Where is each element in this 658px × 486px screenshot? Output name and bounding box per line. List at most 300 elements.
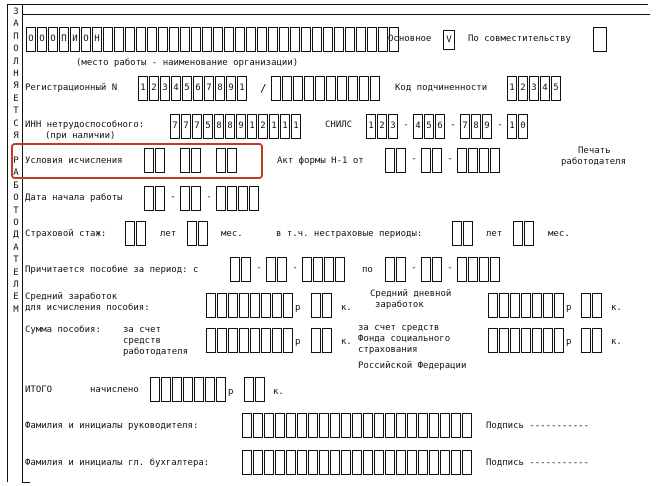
dash-separator: - (447, 154, 453, 164)
period-to-cells[interactable] (385, 257, 501, 282)
date-cell[interactable] (385, 148, 395, 173)
date-cell[interactable] (468, 148, 478, 173)
inn-cell[interactable]: 7 (181, 114, 191, 139)
noninsurance-cell[interactable] (513, 221, 523, 246)
daily-rub-cell[interactable] (510, 293, 520, 318)
snils-cell[interactable]: 0 (518, 114, 528, 139)
workplace-cell[interactable] (213, 27, 223, 52)
fund-kop-cell[interactable] (592, 328, 602, 353)
workplace-cell[interactable]: О (37, 27, 47, 52)
earnings-label-line1: Средний заработок (25, 292, 118, 302)
daily-kop-label: к. (611, 303, 622, 313)
workplace-name-cells[interactable] (26, 27, 400, 52)
fund-rub-cell[interactable] (532, 328, 542, 353)
earnings-label-line2: для исчисления пособия: (25, 303, 150, 313)
noninsurance-cell[interactable] (463, 221, 473, 246)
noninsurance-cell[interactable] (524, 221, 534, 246)
earnings-kop-cell[interactable] (311, 293, 321, 318)
earnings-rub-cell[interactable] (250, 293, 260, 318)
snils-label: СНИЛС (325, 120, 353, 130)
registration-label: Регистрационный N (25, 83, 118, 93)
earnings-rub-cell[interactable] (217, 293, 227, 318)
total-rub-cell[interactable] (183, 377, 193, 402)
daily-earnings-line2: заработок (375, 300, 424, 310)
head-name-cell[interactable] (253, 413, 263, 438)
subordination-code-cells[interactable] (507, 76, 562, 101)
benefit-fund-line4: Российской Федерации (358, 361, 467, 371)
workplace-cell[interactable] (103, 27, 113, 52)
date-cell[interactable] (313, 257, 323, 282)
earnings-rub-cell[interactable] (206, 293, 216, 318)
benefit-kop-cell[interactable] (311, 328, 321, 353)
date-cell[interactable] (490, 257, 500, 282)
workplace-cell[interactable] (268, 27, 278, 52)
registration-extra-cell[interactable] (282, 76, 292, 101)
accountant-name-cell[interactable] (451, 450, 461, 475)
date-cell[interactable] (396, 148, 406, 173)
workplace-cell[interactable] (323, 27, 333, 52)
workplace-cell[interactable]: О (81, 27, 91, 52)
benefit-rub-cell[interactable] (283, 328, 293, 353)
insurance-cell[interactable] (198, 221, 208, 246)
date-cell[interactable] (216, 186, 226, 211)
registration-extra-cell[interactable] (315, 76, 325, 101)
snils-cell[interactable]: 2 (377, 114, 387, 139)
head-name-cell[interactable] (341, 413, 351, 438)
side-letter: Б (13, 180, 19, 191)
accountant-name-cell[interactable] (253, 450, 263, 475)
earnings-kop-cell[interactable] (322, 293, 332, 318)
workplace-cell[interactable] (301, 27, 311, 52)
head-name-cell[interactable] (264, 413, 274, 438)
daily-rub-cell[interactable] (499, 293, 509, 318)
total-kop-label: к. (273, 387, 284, 397)
side-letter: О (13, 217, 19, 228)
total-kop-cells[interactable] (244, 377, 266, 402)
earnings-rub-cells[interactable] (206, 293, 294, 318)
benefit-rub-cell[interactable] (239, 328, 249, 353)
date-cell[interactable] (230, 257, 240, 282)
date-cell[interactable] (227, 186, 237, 211)
insurance-cell[interactable] (125, 221, 135, 246)
period-to-label: по (362, 265, 373, 275)
accountant-name-cell[interactable] (396, 450, 406, 475)
dash-separator: - (411, 263, 417, 273)
head-name-cell[interactable] (275, 413, 285, 438)
head-name-cell[interactable] (440, 413, 450, 438)
noninsurance-years-label: лет (486, 229, 503, 239)
date-cell[interactable] (238, 186, 248, 211)
dash-separator: - (170, 192, 176, 202)
head-name-cell[interactable] (308, 413, 318, 438)
registration-number-cells[interactable] (138, 76, 248, 101)
noninsurance-years-cells[interactable] (452, 221, 474, 246)
head-name-cell[interactable] (451, 413, 461, 438)
workplace-cell[interactable] (235, 27, 245, 52)
accountant-name-cell[interactable] (341, 450, 351, 475)
date-cell[interactable] (324, 257, 334, 282)
insurance-label: Страховой стаж: (25, 229, 107, 239)
accountant-name-cell[interactable] (374, 450, 384, 475)
workplace-cell[interactable] (158, 27, 168, 52)
side-letter: О (13, 44, 19, 55)
earnings-rub-cell[interactable] (228, 293, 238, 318)
subordination-cell[interactable]: 5 (551, 76, 561, 101)
workplace-cell[interactable]: О (48, 27, 58, 52)
insurance-years-cells[interactable] (125, 221, 147, 246)
insurance-months-cells[interactable] (187, 221, 209, 246)
workplace-cell[interactable] (257, 27, 267, 52)
workplace-cell[interactable] (147, 27, 157, 52)
side-letter: З (13, 7, 19, 17)
benefit-kop-cell[interactable] (322, 328, 332, 353)
fund-rub-cell[interactable] (521, 328, 531, 353)
registration-cell[interactable]: 2 (149, 76, 159, 101)
daily-rub-cell[interactable] (543, 293, 553, 318)
noninsurance-months-cells[interactable] (513, 221, 535, 246)
earnings-kop-label: к. (341, 303, 352, 313)
earnings-rub-cell[interactable] (239, 293, 249, 318)
workplace-cell[interactable] (224, 27, 234, 52)
earnings-kop-cells[interactable] (311, 293, 333, 318)
accountant-name-cell[interactable] (308, 450, 318, 475)
side-letter: А (13, 242, 19, 253)
side-letter: Д (13, 230, 19, 241)
accountant-name-cell[interactable] (429, 450, 439, 475)
inn-cell[interactable]: 9 (236, 114, 246, 139)
head-name-cell[interactable] (319, 413, 329, 438)
date-cell[interactable] (302, 257, 312, 282)
date-cell[interactable] (468, 257, 478, 282)
stamp-label-line1: Печать (578, 146, 611, 156)
workplace-cell[interactable]: Н (92, 27, 102, 52)
benefit-fund-kop-cells[interactable] (581, 328, 603, 353)
side-letter: Т (13, 255, 19, 266)
dash-separator: - (447, 263, 453, 273)
registration-cell[interactable]: 8 (215, 76, 225, 101)
head-name-cell[interactable] (374, 413, 384, 438)
head-name-cell[interactable] (396, 413, 406, 438)
workplace-cell[interactable] (378, 27, 388, 52)
noninsurance-months-label: мес. (548, 229, 570, 239)
inn-cell[interactable]: 2 (258, 114, 268, 139)
date-cell[interactable] (241, 257, 251, 282)
head-name-cell[interactable] (462, 413, 472, 438)
daily-kop-cell[interactable] (581, 293, 591, 318)
earnings-rub-cell[interactable] (261, 293, 271, 318)
daily-kop-cell[interactable] (592, 293, 602, 318)
side-letter: Е (13, 93, 19, 104)
total-rub-cells[interactable] (150, 377, 227, 402)
total-rub-cell[interactable] (172, 377, 182, 402)
date-cell[interactable] (432, 148, 442, 173)
accountant-name-cell[interactable] (363, 450, 373, 475)
inn-label: ИНН нетрудоспособного: (25, 120, 145, 130)
benefit-rub-cell[interactable] (272, 328, 282, 353)
fund-rub-cell[interactable] (554, 328, 564, 353)
head-name-cell[interactable] (385, 413, 395, 438)
workplace-cell[interactable] (191, 27, 201, 52)
registration-cell[interactable]: 3 (160, 76, 170, 101)
head-name-cell[interactable] (352, 413, 362, 438)
workplace-caption: (место работы - наименование организации) (76, 58, 299, 68)
registration-extra-cell[interactable] (271, 76, 281, 101)
basic-job-mark: V (443, 30, 455, 50)
registration-extra-cell[interactable] (359, 76, 369, 101)
daily-kop-cells[interactable] (581, 293, 603, 318)
total-accrued-label: начислено (90, 385, 139, 395)
snils-cell[interactable]: 7 (460, 114, 470, 139)
head-name-cell[interactable] (286, 413, 296, 438)
accountant-name-cell[interactable] (264, 450, 274, 475)
workplace-cell[interactable] (202, 27, 212, 52)
date-cell[interactable] (479, 148, 489, 173)
period-from-cells[interactable] (230, 257, 346, 282)
date-cell[interactable] (249, 186, 259, 211)
date-cell[interactable] (457, 148, 467, 173)
date-cell[interactable] (180, 186, 190, 211)
head-name-cells[interactable] (242, 413, 473, 438)
inn-cell[interactable]: 1 (280, 114, 290, 139)
workplace-cell[interactable]: И (70, 27, 80, 52)
side-border (22, 4, 23, 482)
fund-rub-cell[interactable] (543, 328, 553, 353)
snils-cells[interactable] (366, 114, 529, 139)
act-n1-date-cells[interactable] (385, 148, 501, 173)
benefit-rub-cell[interactable] (206, 328, 216, 353)
date-cell[interactable] (155, 186, 165, 211)
registration-cell[interactable]: 7 (204, 76, 214, 101)
total-rub-cell[interactable] (205, 377, 215, 402)
total-rub-cell[interactable] (161, 377, 171, 402)
daily-rub-cell[interactable] (521, 293, 531, 318)
workplace-cell[interactable] (180, 27, 190, 52)
inn-cell[interactable]: 1 (269, 114, 279, 139)
date-cell[interactable] (432, 257, 442, 282)
workplace-cell[interactable] (345, 27, 355, 52)
inn-cell[interactable]: 5 (203, 114, 213, 139)
registration-cell[interactable]: 4 (171, 76, 181, 101)
benefit-fund-kop-label: к. (611, 337, 622, 347)
left-border (7, 4, 8, 482)
earnings-rub-cell[interactable] (272, 293, 282, 318)
side-letter: Т (13, 106, 19, 117)
workplace-cell[interactable] (169, 27, 179, 52)
dash-separator: - (256, 263, 262, 273)
workplace-cell[interactable]: О (26, 27, 36, 52)
benefit-employer-kop-cells[interactable] (311, 328, 333, 353)
date-cell[interactable] (479, 257, 489, 282)
registration-extra-cell[interactable] (370, 76, 380, 101)
date-cell[interactable] (266, 257, 276, 282)
accountant-name-cell[interactable] (286, 450, 296, 475)
total-rub-label: р (228, 387, 234, 397)
noninsurance-cell[interactable] (452, 221, 462, 246)
registration-cell[interactable]: 1 (138, 76, 148, 101)
workplace-cell[interactable] (246, 27, 256, 52)
dash-separator: - (292, 263, 298, 273)
workplace-cell[interactable] (136, 27, 146, 52)
inn-cell[interactable]: 8 (214, 114, 224, 139)
snils-cell[interactable]: 3 (388, 114, 398, 139)
registration-extra-cell[interactable] (293, 76, 303, 101)
snils-cell[interactable]: 8 (471, 114, 481, 139)
subordination-cell[interactable]: 2 (518, 76, 528, 101)
daily-rub-cell[interactable] (554, 293, 564, 318)
dash-separator: - (450, 120, 456, 130)
workplace-cell[interactable] (114, 27, 124, 52)
basic-job-label: Основное (388, 34, 432, 44)
date-cell[interactable] (421, 148, 431, 173)
basic-job-checkbox[interactable] (443, 30, 456, 50)
accountant-name-cell[interactable] (352, 450, 362, 475)
side-letter: П (13, 31, 19, 42)
date-cell[interactable] (144, 186, 154, 211)
head-name-cell[interactable] (429, 413, 439, 438)
head-name-cell[interactable] (407, 413, 417, 438)
benefit-employer-line1: за счет (123, 325, 161, 335)
earnings-rub-cell[interactable] (283, 293, 293, 318)
snils-cell[interactable]: 5 (424, 114, 434, 139)
workplace-cell[interactable] (356, 27, 366, 52)
benefit-label: Сумма пособия: (25, 325, 101, 335)
registration-cell[interactable]: 1 (237, 76, 247, 101)
benefit-employer-line2: средств (123, 336, 161, 346)
registration-extra-cell[interactable] (304, 76, 314, 101)
accountant-name-cell[interactable] (440, 450, 450, 475)
registration-cell[interactable]: 6 (193, 76, 203, 101)
snils-cell[interactable]: 6 (435, 114, 445, 139)
head-name-cell[interactable] (297, 413, 307, 438)
date-cell[interactable] (191, 186, 201, 211)
side-letter: Л (13, 56, 19, 67)
period-label: Причитается пособие за период: с (25, 265, 199, 275)
date-cell[interactable] (490, 148, 500, 173)
snils-cell[interactable]: 4 (413, 114, 423, 139)
daily-rub-label: р (566, 303, 572, 313)
head-signature: Подпись ----------- (486, 421, 589, 431)
workplace-cell[interactable] (290, 27, 300, 52)
total-label: ИТОГО (25, 385, 53, 395)
date-cell[interactable] (385, 257, 395, 282)
benefit-rub-cell[interactable] (228, 328, 238, 353)
inn-cell[interactable]: 7 (192, 114, 202, 139)
accountant-name-cell[interactable] (242, 450, 252, 475)
benefit-employer-rub-cells[interactable] (206, 328, 294, 353)
total-kop-cell[interactable] (255, 377, 265, 402)
side-letter: С (13, 118, 19, 129)
side-letter: Р (13, 155, 19, 166)
insurance-cell[interactable] (136, 221, 146, 246)
head-name-cell[interactable] (418, 413, 428, 438)
inn-cells[interactable] (170, 114, 302, 139)
noninsurance-label: в т.ч. нестраховые периоды: (276, 229, 423, 239)
dash-separator: - (411, 154, 417, 164)
secondary-job-mark (593, 27, 607, 52)
registration-cell[interactable]: 5 (182, 76, 192, 101)
inn-cell[interactable]: 8 (225, 114, 235, 139)
accountant-name-cell[interactable] (385, 450, 395, 475)
snils-cell[interactable]: 1 (507, 114, 517, 139)
registration-extra-cell[interactable] (348, 76, 358, 101)
benefit-fund-line3: страхования (358, 345, 418, 355)
registration-extra-cells[interactable] (271, 76, 381, 101)
subordination-cell[interactable]: 3 (529, 76, 539, 101)
benefit-rub-cell[interactable] (261, 328, 271, 353)
daily-rub-cell[interactable] (532, 293, 542, 318)
date-cell[interactable] (277, 257, 287, 282)
workplace-cell[interactable] (279, 27, 289, 52)
registration-cell[interactable]: 9 (226, 76, 236, 101)
side-letter: О (13, 193, 19, 204)
total-rub-cell[interactable] (216, 377, 226, 402)
head-name-label: Фамилия и инициалы руководителя: (25, 421, 199, 431)
registration-extra-cell[interactable] (337, 76, 347, 101)
subordination-cell[interactable]: 1 (507, 76, 517, 101)
insurance-cell[interactable] (187, 221, 197, 246)
workplace-cell[interactable] (312, 27, 322, 52)
fund-rub-cell[interactable] (510, 328, 520, 353)
daily-rub-cells[interactable] (488, 293, 565, 318)
benefit-rub-cell[interactable] (217, 328, 227, 353)
benefit-employer-line3: работодателя (123, 347, 189, 357)
side-letter: Н (13, 69, 19, 80)
fund-kop-cell[interactable] (581, 328, 591, 353)
fund-rub-cell[interactable] (488, 328, 498, 353)
inn-cell[interactable]: 1 (247, 114, 257, 139)
workplace-cell[interactable] (367, 27, 377, 52)
workplace-cell[interactable] (125, 27, 135, 52)
benefit-rub-cell[interactable] (250, 328, 260, 353)
inn-cell[interactable]: 1 (291, 114, 301, 139)
date-cell[interactable] (335, 257, 345, 282)
head-name-cell[interactable] (363, 413, 373, 438)
snils-cell[interactable]: 9 (482, 114, 492, 139)
accountant-name-cell[interactable] (330, 450, 340, 475)
benefit-fund-rub-cells[interactable] (488, 328, 565, 353)
date-cell[interactable] (396, 257, 406, 282)
snils-cell[interactable]: 1 (366, 114, 376, 139)
head-name-cell[interactable] (330, 413, 340, 438)
total-kop-cell[interactable] (244, 377, 254, 402)
workplace-cell[interactable] (334, 27, 344, 52)
subordination-cell[interactable]: 4 (540, 76, 550, 101)
accountant-name-cell[interactable] (297, 450, 307, 475)
act-n1-label: Акт формы Н-1 от (277, 156, 364, 166)
workplace-cell[interactable]: П (59, 27, 69, 52)
accountant-name-cell[interactable] (462, 450, 472, 475)
start-date-cells[interactable] (144, 186, 260, 211)
head-name-cell[interactable] (242, 413, 252, 438)
date-cell[interactable] (457, 257, 467, 282)
insurance-years-label: лет (160, 229, 177, 239)
total-rub-cell[interactable] (150, 377, 160, 402)
accountant-name-cell[interactable] (275, 450, 285, 475)
secondary-job-checkbox[interactable] (593, 27, 608, 52)
total-rub-cell[interactable] (194, 377, 204, 402)
registration-extra-cell[interactable] (326, 76, 336, 101)
daily-rub-cell[interactable] (488, 293, 498, 318)
benefit-fund-rub-label: р (566, 337, 572, 347)
inn-cell[interactable]: 7 (170, 114, 180, 139)
accountant-name-cells[interactable] (242, 450, 473, 475)
accountant-name-cell[interactable] (319, 450, 329, 475)
side-letter: Я (13, 81, 19, 92)
fund-rub-cell[interactable] (499, 328, 509, 353)
accountant-name-cell[interactable] (418, 450, 428, 475)
date-cell[interactable] (421, 257, 431, 282)
accountant-name-cell[interactable] (407, 450, 417, 475)
